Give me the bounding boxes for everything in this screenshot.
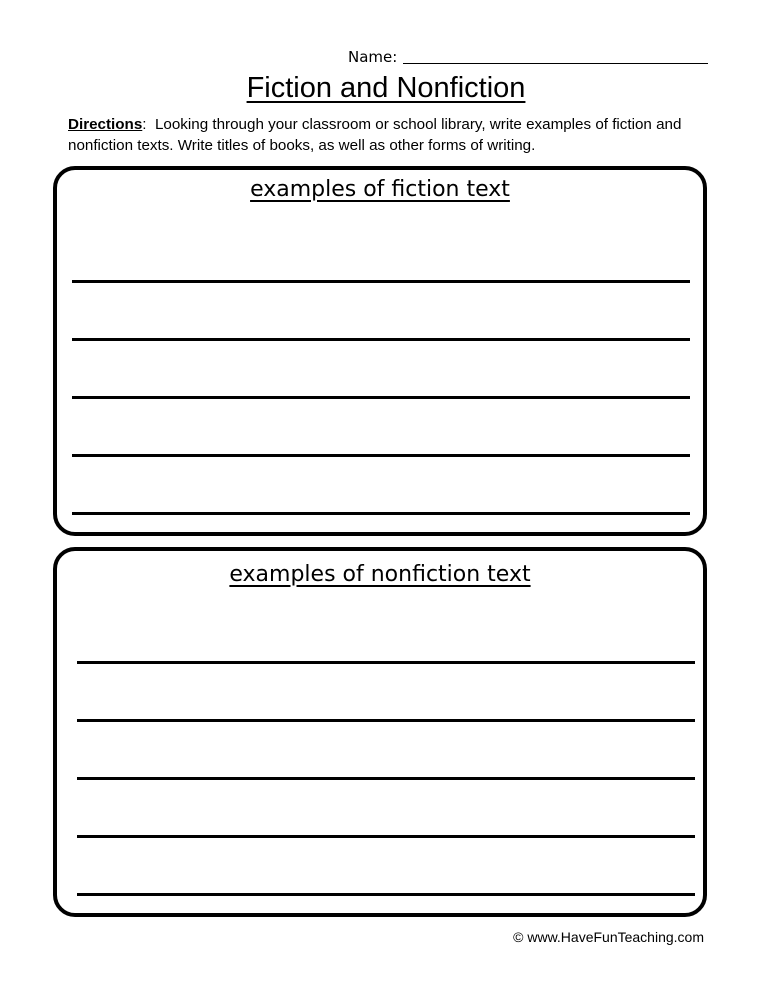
directions-label: Directions: [68, 116, 143, 133]
fiction-examples-box: [53, 166, 707, 536]
page-title: Fiction and Nonfiction: [246, 72, 526, 104]
fiction-write-line-3[interactable]: [72, 396, 690, 399]
nonfiction-write-line-5[interactable]: [77, 893, 695, 896]
copyright-symbol: ©: [513, 929, 524, 945]
fiction-write-line-2[interactable]: [72, 338, 690, 341]
directions-paragraph: [68, 114, 718, 156]
copyright-footer: [513, 928, 704, 946]
nonfiction-write-line-2[interactable]: [77, 719, 695, 722]
name-write-line[interactable]: [403, 47, 708, 64]
fiction-write-line-4[interactable]: [72, 454, 690, 457]
fiction-box-title: examples of fiction text: [250, 177, 510, 202]
name-field-row: [348, 44, 708, 66]
nonfiction-box-title: examples of nonfiction text: [229, 562, 531, 587]
nonfiction-examples-box: [53, 547, 707, 917]
nonfiction-write-line-3[interactable]: [77, 777, 695, 780]
nonfiction-write-line-4[interactable]: [77, 835, 695, 838]
fiction-write-line-5[interactable]: [72, 512, 690, 515]
directions-separator: :: [142, 116, 147, 133]
fiction-write-line-1[interactable]: [72, 280, 690, 283]
nonfiction-write-line-1[interactable]: [77, 661, 695, 664]
name-label: Name:: [348, 48, 398, 66]
directions-text: Looking through your classroom or school library, write examples of fiction and nonfiction texts. Write titles of books, as well as other forms of writing.: [68, 116, 682, 154]
website-text: www.HaveFunTeaching.com: [527, 929, 704, 945]
